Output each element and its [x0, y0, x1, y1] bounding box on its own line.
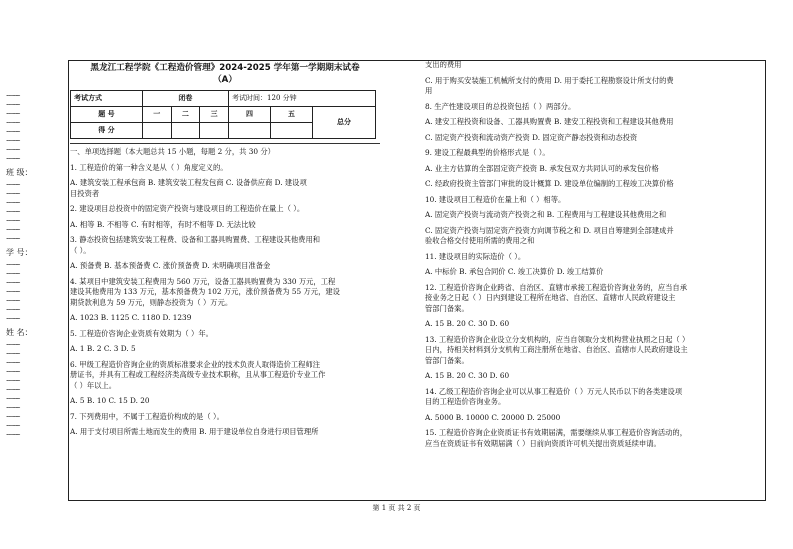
dotted-line: ···············: [6, 129, 20, 136]
name-label: 姓 名：: [6, 328, 33, 337]
dotted-line: ···············: [6, 147, 20, 154]
question-8-options-cd: C. 固定资产投资和流动资产投资 D. 固定资产静态投资和动态投资: [425, 132, 638, 142]
score-cell: [229, 123, 271, 139]
dotted-line: ···············: [6, 227, 20, 234]
question-13-options: A. 15 B. 20 C. 30 D. 60: [425, 371, 510, 380]
question-1-options-cont: 目投资者: [70, 188, 100, 198]
dotted-line: ···············: [6, 307, 20, 314]
question-1-options: A. 建筑安装工程承包商 B. 建筑安装工程发包商 C. 设备供应商 D. 建设项: [70, 178, 307, 187]
question-4: 4. 某项目中建筑安装工程费用为 560 万元，设备工器具购置费为 330 万元，工程: [70, 276, 336, 286]
question-no-label: 题 号: [71, 107, 143, 123]
section-heading: 一、单项选择题（本大题总共 15 小题，每题 2 分，共 30 分）: [70, 147, 275, 156]
question-10-options-cd-cont: 验收合格交付使用所需的费用之和: [425, 236, 535, 245]
question-6-cont: 册证书，并具有工程或工程经济类高级专业技术职称，且从事工程造价专业工作: [70, 370, 326, 379]
dotted-line: ···············: [6, 138, 20, 145]
dotted-line: ···············: [6, 396, 20, 403]
col-header: 四: [229, 107, 271, 123]
exam-mode-value: 闭卷: [142, 91, 228, 107]
dotted-line: ···············: [6, 432, 20, 439]
question-6: 6. 甲级工程造价咨询企业的资质标准要求企业的技术负责人取得造价工程师注: [70, 359, 321, 369]
dotted-line: ···············: [6, 236, 20, 243]
question-14: 14. 乙级工程造价咨询企业可以从事工程造价（ ）万元人民币以下的各类建设项: [425, 386, 683, 396]
question-5-options: A. 1 B. 2 C. 3 D. 5: [70, 344, 136, 353]
question-12-cont: 管部门备案。: [425, 303, 469, 313]
exam-time: 考试时间：120 分钟: [229, 91, 376, 107]
question-14-cont: 目的工程造价咨询业务。: [425, 397, 506, 406]
question-11-options: A. 中标价 B. 承包合同价 C. 竣工决算价 D. 竣工结算价: [425, 267, 604, 276]
col-header: 三: [200, 107, 229, 123]
question-6-cont: （ ）年以上。: [70, 380, 117, 390]
question-7-options: A. 用于支付项目所需土地而发生的费用 B. 用于建设单位自身进行项目管理所: [70, 427, 319, 436]
question-8-options-ab: A. 建安工程投资和设备、工器具购置费 B. 建安工程投资和工程建设其他费用: [425, 117, 674, 126]
dotted-line: ···············: [6, 387, 20, 394]
dotted-line: ···············: [6, 423, 20, 430]
dotted-line: ···············: [6, 298, 20, 305]
question-5: 5. 工程造价咨询企业资质有效期为（ ）年。: [70, 328, 213, 338]
score-cell: [171, 123, 200, 139]
dotted-line: ···············: [6, 369, 20, 376]
divider: [70, 143, 380, 144]
question-15-cont: 应当在资质证书有效期届满（ ）日前向资质许可机关提出资质延续申请。: [425, 438, 661, 448]
dotted-line: ···············: [6, 209, 20, 216]
question-3-cont: （ ）。: [70, 245, 91, 255]
question-13-cont: 管部门备案。: [425, 355, 469, 365]
dotted-line: ···············: [6, 378, 20, 385]
question-10-options-cd: C. 固定资产投资与固定资产投资方向调节税之和 D. 项目自筹建到全部建成并: [425, 225, 674, 235]
col-header: 一: [142, 107, 171, 123]
question-4-cont: 建设其他费用为 133 万元，基本预备费为 102 万元，涨价预备费为 55 万元，建设: [70, 287, 340, 296]
question-10: 10. 建设项目工程造价在量上和（ ）相等。: [425, 194, 566, 204]
total-label: 总分: [312, 107, 375, 139]
question-11: 11. 建设项目的实际造价（ ）。: [425, 251, 526, 261]
question-4-cont: 期贷款利息为 59 万元，则静态投资为（ ）万元。: [70, 297, 233, 307]
question-2: 2. 建设项目总投资中的固定资产投资与建设项目的工程造价在量上（ ）。: [70, 204, 305, 213]
exam-title: 黑龙江工程学院《工程造价管理》2024-2025 学年第一学期期末试卷: [90, 63, 360, 73]
dotted-line: ···············: [6, 111, 20, 118]
question-3-options: A. 预备费 B. 基本预备费 C. 涨价预备费 D. 未明确项目准备金: [70, 261, 271, 270]
question-7: 7. 下列费用中，不属于工程造价构成的是（ ）。: [70, 411, 224, 421]
question-7-options-cd-cont: 用: [425, 86, 433, 95]
question-7-options-cd: C. 用于购买安装施工机械所支付的费用 D. 用于委托工程勘察设计所支付的费: [425, 75, 674, 85]
dotted-line: ···············: [6, 316, 20, 323]
score-cell: [271, 123, 313, 139]
binding-margin: [6, 92, 58, 440]
dotted-line: ···············: [6, 262, 20, 269]
score-label: 得 分: [71, 123, 143, 139]
col-header: 二: [171, 107, 200, 123]
exam-mode-label: 考试方式: [71, 91, 143, 107]
question-12-options: A. 15 B. 20 C. 30 D. 60: [425, 319, 510, 328]
score-table: [70, 90, 376, 139]
question-14-options: A. 5000 B. 10000 C. 20000 D. 25000: [425, 412, 561, 422]
col-header: 五: [271, 107, 313, 123]
student-id-label: 学 号：: [6, 248, 33, 257]
question-9-options-ab: A. 业主方估算的全部固定资产投资 B. 承发包双方共同认可的承发包价格: [425, 163, 659, 173]
question-2-options: A. 相等 B. 不相等 C. 有时相等，有时不相等 D. 无法比较: [70, 219, 256, 229]
question-12-cont: 接业务之日起（ ）日内到建设工程所在地省、自治区、直辖市人民政府建设主: [425, 293, 676, 302]
dotted-line: ···············: [6, 93, 20, 100]
class-label: 班 级：: [6, 168, 33, 177]
dotted-line: ···············: [6, 414, 20, 421]
question-8: 8. 生产性建设项目的总投资包括（ ）两部分。: [425, 101, 576, 111]
score-cell: [200, 123, 229, 139]
page-number: 第 1 页 共 2 页: [372, 504, 421, 512]
dotted-line: ···············: [6, 191, 20, 198]
dotted-line: ···············: [6, 120, 20, 127]
question-15: 15. 工程造价咨询企业资质证书有效期届满，需要继续从事工程造价咨询活动的，: [425, 428, 688, 437]
dotted-line: ···············: [6, 360, 20, 367]
question-3: 3. 静态投资包括建筑安装工程费、设备和工器具购置费、工程建设其他费用和: [70, 235, 321, 244]
question-9: 9. 建设工程最典型的价格形式是（ ）。: [425, 148, 550, 157]
dotted-line: ···············: [6, 218, 20, 225]
question-6-options: A. 5 B. 10 C. 15 D. 20: [70, 396, 150, 405]
dotted-line: ···············: [6, 405, 20, 412]
left-column: [70, 60, 380, 438]
dotted-line: ···············: [6, 342, 20, 349]
question-10-options-ab: A. 固定资产投资与流动资产投资之和 B. 工程费用与工程建设其他费用之和: [425, 210, 667, 219]
dotted-line: ···············: [6, 200, 20, 207]
question-1: 1. 工程造价的第一种含义是从（ ）角度定义的。: [70, 162, 228, 172]
paper-variant: （A）: [213, 75, 237, 85]
dotted-line: ···············: [6, 289, 20, 296]
question-13-cont: 日内，持相关材料到分支机构工商注册所在地省、自治区、直辖市人民政府建设主: [425, 345, 688, 354]
question-7-options-cont: 支出的费用: [425, 60, 462, 69]
dotted-line: ···············: [6, 156, 20, 163]
right-column: [425, 60, 760, 449]
score-cell: [142, 123, 171, 139]
question-9-options-cd: C. 经政府投资主管部门审批的设计概算 D. 建设单位编制的工程竣工决算价格: [425, 179, 674, 188]
question-13: 13. 工程造价咨询企业设立分支机构的，应当自领取分支机构营业执照之日起（ ）: [425, 334, 690, 344]
dotted-line: ···············: [6, 271, 20, 278]
dotted-line: ···············: [6, 182, 20, 189]
dotted-line: ···············: [6, 102, 20, 109]
question-4-options: A. 1023 B. 1125 C. 1180 D. 1239: [70, 313, 192, 322]
question-12: 12. 工程造价咨询企业跨省、自治区、直辖市承接工程造价咨询业务的，应当自承: [425, 282, 688, 292]
dotted-line: ···············: [6, 351, 20, 358]
dotted-line: ···············: [6, 280, 20, 287]
